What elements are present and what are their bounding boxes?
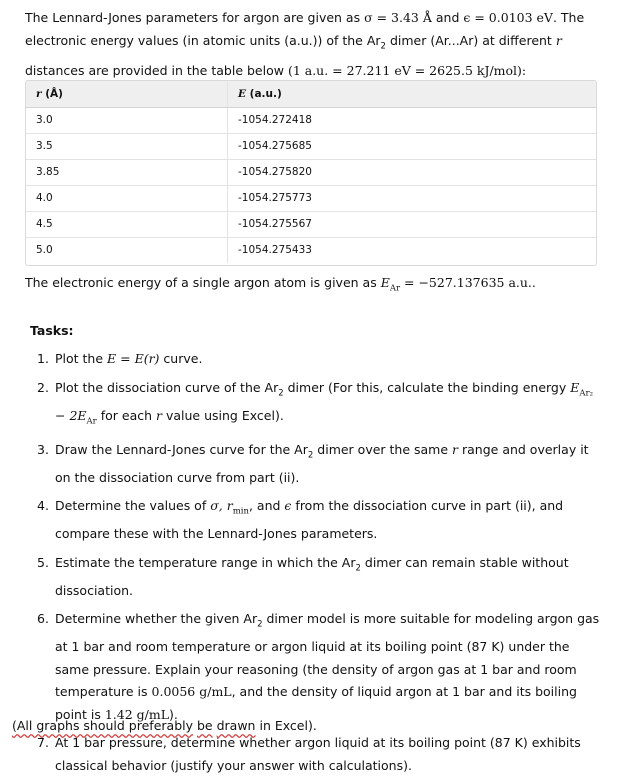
task-item: 7. At 1 bar pressure, determine whether argon liquid at its boiling point (87 K) exhibits classical behavior (justify your answer with calculations).	[37, 735, 581, 773]
cell-r: 4.0	[26, 185, 228, 211]
intro-paragraph: The Lennard-Jones parameters for argon are given as σ = 3.43 Å and ϵ = 0.0103 eV. The electronic energy values (in atomic units (a.u.)) of the $Ar_2$ dimer (Ar...Ar) at different r distances are provided in the table below (1 a.u. = 27.211 eV = 2625.5 kJ/mol):	[25, 10, 585, 78]
header-r: r (Å)	[26, 81, 228, 107]
task-item: 6. Determine whether the given $Ar_2$ dimer model is more suitable for modeling argon gas at 1 bar and room temperature or argon liquid at its boiling point (87 K) under the same pressure. Explain your reasoning (the density of argon gas at 1 bar and room temperature is 0.0056 g/mL, and the density of liquid argon at 1 bar and its boiling point is 1.42 g/mL).	[37, 611, 600, 722]
epsilon-value: ϵ = 0.0103 eV	[463, 10, 553, 25]
table-header-row	[26, 81, 596, 107]
table-row	[26, 107, 596, 133]
cell-energy: -1054.275567	[228, 211, 597, 237]
cell-r: 3.5	[26, 133, 228, 159]
cell-energy: -1054.275433	[238, 244, 312, 257]
task-item: 3. Draw the Lennard-Jones curve for the $Ar_2$ dimer over the same r range and overlay it on the dissociation curve from part (ii).	[37, 441, 589, 485]
single-atom-energy: The electronic energy of a single argon atom is given as $E_{Ar} = -527.137635$ a.u..	[25, 275, 536, 294]
energy-table	[25, 80, 597, 266]
task-item: 5. Estimate the temperature range in which the $Ar_2$ dimer can remain stable without dissociation.	[37, 554, 569, 598]
footer-note: (All graphs should preferably be drawn in Excel).	[12, 718, 317, 733]
cell-energy: -1054.275773	[228, 185, 597, 211]
cell-energy: -1054.275685	[228, 133, 597, 159]
table-row	[26, 159, 596, 185]
cell-r: 5.0	[26, 237, 228, 263]
cell-r: 4.5	[26, 211, 228, 237]
tasks-heading: Tasks:	[30, 323, 74, 338]
cell-energy: -1054.275820	[228, 159, 597, 185]
cell-r: 3.85	[26, 159, 228, 185]
table-row	[26, 237, 596, 263]
table-row	[26, 211, 596, 237]
cell-r: 3.0	[26, 107, 228, 133]
header-e: E (a.u.)	[228, 81, 597, 107]
task-item: 1. Plot the E = E(r) curve.	[37, 351, 203, 366]
unit-conversion: (1 a.u. = 27.211 eV = 2625.5 kJ/mol):	[287, 62, 527, 78]
table-row	[26, 185, 596, 211]
task-item: 2. Plot the dissociation curve of the $Ar_2$ dimer (For this, calculate the binding energy $E_{Ar_2} - 2E_{Ar}$ for each r value using Excel).	[37, 379, 593, 426]
sigma-value: σ = 3.43 Å	[364, 10, 432, 25]
cell-energy: -1054.272418	[228, 107, 597, 133]
table-row	[26, 133, 596, 159]
task-item: 4. Determine the values of σ, $r_{min}$, and ϵ from the dissociation curve in part (ii), and compare these with the Lennard-Jones parameters.	[37, 498, 564, 541]
